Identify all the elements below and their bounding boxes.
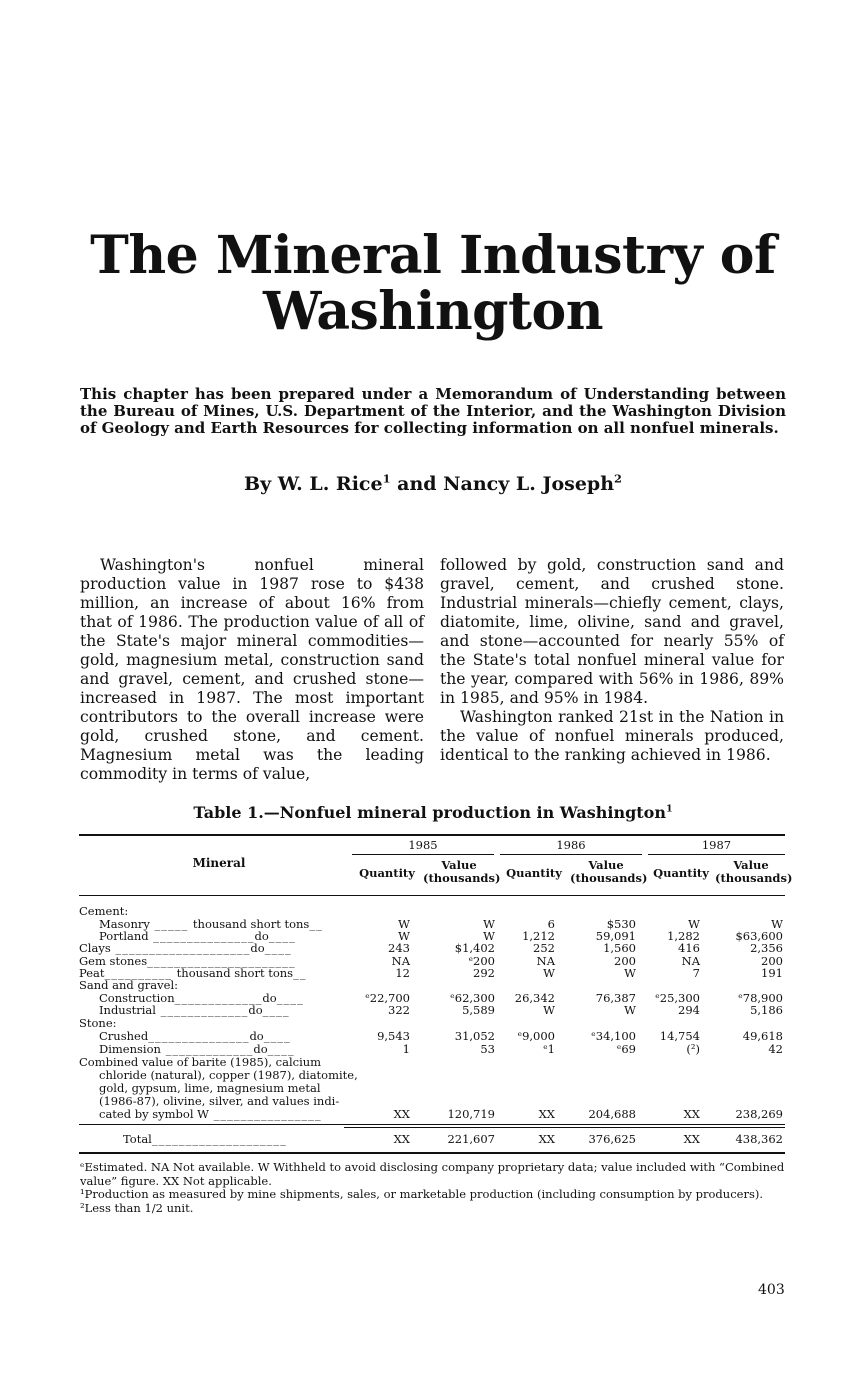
table-cell: 5,186 [750,1003,783,1017]
table-bottom-rule [79,1152,785,1154]
table-cell: W [398,917,410,931]
peat-text: Peat [79,966,105,980]
label-industrial: Industrial _____________do____ [99,1003,290,1017]
table-top-rule [79,834,785,836]
table-cell: 42 [768,1042,783,1056]
author-1: By W. L. Rice [244,473,383,495]
table-cell: 120,719 [447,1107,495,1121]
table-cell: 376,625 [588,1132,636,1146]
table-cell: 438,362 [735,1132,783,1146]
label-combined-5: cated by symbol W ________________ [99,1107,322,1121]
table-cell: 204,688 [588,1107,636,1121]
table-cell: ᵉ69 [616,1042,636,1056]
table-footnotes [80,1161,786,1215]
ditto-text: do [262,991,277,1005]
label-combined-2: chloride (natural), copper (1987), diatomite, [99,1068,358,1082]
table-cell: 9,543 [377,1029,410,1043]
table-cell: 5,589 [462,1003,495,1017]
value-header-1987 [715,858,793,885]
table-cell: $1,402 [454,941,495,955]
label-combined-4: (1986-87), olivine, silver, and values indi- [99,1094,340,1108]
table-cell: 200 [614,954,636,968]
table-caption [0,803,866,822]
author-2-footnote: 2 [614,471,622,486]
page-number: 403 [758,1282,785,1298]
table-cell: 12 [395,966,410,980]
table-cell: ᵉ200 [468,954,495,968]
label-dimension: Dimension _____________do____ [99,1042,295,1056]
table-cell: W [624,966,636,980]
table-cell: XX [538,1107,555,1121]
value-units: (thousands) [570,871,648,885]
table-cell: (²) [686,1042,700,1056]
table-cell: 191 [761,966,783,980]
value-label: Value [588,858,624,872]
table-caption-footnote: 1 [665,803,673,815]
industrial-text: Industrial [99,1003,156,1017]
table-cell: NA [681,954,700,968]
table-cell: 31,052 [454,1029,495,1043]
ditto-text: do [248,1003,263,1017]
footnote-1: ¹Production as measured by mine shipments, sales, or marketable production (including consumption by producers). [80,1187,763,1201]
table-caption-text: Table 1.—Nonfuel mineral production in Washington [193,803,666,822]
masonry-text: Masonry [99,917,150,931]
table-cell: 1 [402,1042,410,1056]
dimension-text: Dimension [99,1042,161,1056]
table-cell: ᵉ34,100 [591,1029,636,1043]
gem-text: Gem stones [79,954,148,968]
author-2: and Nancy L. Joseph [390,473,615,495]
crushed-text: Crushed [99,1029,149,1043]
table-cell: 1,212 [522,929,555,943]
label-peat: Peat__________ thousand short tons__ [79,966,307,980]
table-cell: W [624,1003,636,1017]
header-bottom-rule [79,895,785,896]
table-cell: XX [683,1107,700,1121]
label-total: Total____________________ [123,1132,287,1146]
paragraph-1: Washington's nonfuel mineral production value in 1987 rose to $438 million, an increase of about 16% from that of 1986. The production value of all of the State's major mineral commodities—gold, magnesium metal, construction sand and gravel, cement, and crushed stone—increased in 1987. The most important contributors to the overall increase were gold, crushed stone, and cement. Magnesium metal was the leading commodity in terms of value, [80,556,424,783]
table-cell: W [688,917,700,931]
combined-5-text: cated by symbol W [99,1107,209,1121]
body-column-right [440,556,784,765]
label-gem: Gem stones______________________ [79,954,296,968]
year-rule-1985 [352,854,494,855]
mineral-header: Mineral [192,856,246,870]
ditto-text: do [249,1029,264,1043]
portland-text: Portland [99,929,149,943]
label-portland: Portland _______________do____ [99,929,296,943]
table-cell: ᵉ78,900 [738,991,783,1005]
paragraph-1-continued: followed by gold, construction sand and gravel, cement, and crushed stone. Industrial minerals—chiefly cement, clays, diatomite, lime, olivine, sand and gravel, and stone—accounted for nearly 55% of the State's total nonfuel mineral value for the year, compared with 56% in 1986, 89% in 1985, and 95% in 1984. [440,556,784,707]
table-cell: NA [536,954,555,968]
table-cell: W [483,929,495,943]
table-cell: $530 [606,917,636,931]
table-cell: ᵉ1 [543,1042,555,1056]
table-cell: 53 [480,1042,495,1056]
table-cell: 26,342 [514,991,555,1005]
table-cell: XX [393,1132,410,1146]
table-cell: 252 [533,941,555,955]
table-cell: 238,269 [735,1107,783,1121]
page-title [0,225,866,342]
qty-header-1985: Quantity [359,866,415,880]
value-label: Value [733,858,769,872]
table-cell: 1,282 [667,929,700,943]
table-cell: 292 [473,966,495,980]
year-1985: 1985 [408,838,438,852]
construction-text: Construction [99,991,175,1005]
total-rule-1 [79,1124,785,1125]
value-units: (thousands) [423,871,501,885]
table-cell: ᵉ62,300 [450,991,495,1005]
table-cell: W [543,1003,555,1017]
qty-header-1986: Quantity [506,866,562,880]
total-text: Total [123,1132,152,1146]
footnote-2: ²Less than 1/2 unit. [80,1200,194,1215]
table-cell: 7 [692,966,700,980]
table-cell: W [398,929,410,943]
footnote-symbols: ᵉEstimated. NA Not available. W Withheld to avoid disclosing company proprietary data; value included with “Combined value” figure. XX Not applicable. [80,1160,785,1188]
ditto-text: do [250,941,265,955]
table-cell: NA [391,954,410,968]
table-cell: 221,607 [447,1132,495,1146]
table-cell: XX [538,1132,555,1146]
label-sand-gravel: Sand and gravel: [79,978,179,992]
authors [0,473,866,495]
table-cell: XX [683,1132,700,1146]
label-crushed: Crushed_______________do____ [99,1029,291,1043]
year-rule-1986 [500,854,642,855]
table-cell: 49,618 [742,1029,783,1043]
ditto-text: do [253,1042,268,1056]
table-cell: ᵉ22,700 [365,991,410,1005]
label-stone: Stone: [79,1016,117,1030]
table-cell: XX [393,1107,410,1121]
label-clays: Clays ____________________do____ [79,941,292,955]
table-cell: 294 [678,1003,700,1017]
title-line-1: The Mineral Industry of [90,225,776,286]
qty-header-1987: Quantity [653,866,709,880]
table-cell: ᵉ9,000 [517,1029,555,1043]
table-cell: 6 [547,917,555,931]
label-combined-1: Combined value of barite (1985), calcium [79,1055,322,1069]
table-cell: $63,600 [735,929,783,943]
intro-statement: This chapter has been prepared under a Memorandum of Understanding between the Bureau of Mines, U.S. Department of the Interior, and the Washington Division of Geology and Earth Resources for collecting information on all nonfuel minerals. [80,385,786,437]
table-cell: 76,387 [595,991,636,1005]
table-cell: 2,356 [750,941,783,955]
year-1987: 1987 [701,838,732,852]
table-cell: 416 [678,941,700,955]
year-rule-1987 [648,854,785,855]
label-construction: Construction_____________do____ [99,991,304,1005]
body-column-left [80,556,424,784]
ditto-text: do [254,929,269,943]
label-cement: Cement: [79,904,129,918]
clays-text: Clays [79,941,111,955]
label-combined-3: gold, gypsum, lime, magnesium metal [99,1081,321,1095]
table-cell: 322 [388,1003,410,1017]
table-cell: W [543,966,555,980]
paragraph-2: Washington ranked 21st in the Nation in the value of nonfuel minerals produced, identical to the ranking achieved in 1986. [440,708,784,764]
table-cell: 1,560 [603,941,636,955]
table-cell: ᵉ25,300 [655,991,700,1005]
table-cell: 14,754 [659,1029,700,1043]
title-line-2: Washington [262,281,604,342]
table-cell: W [483,917,495,931]
value-header-1986 [570,858,648,885]
total-rule-2 [344,1127,785,1128]
author-1-footnote: 1 [382,471,391,486]
value-units: (thousands) [715,871,793,885]
table-cell: 200 [761,954,783,968]
table-cell: 243 [388,941,410,955]
peat-unit: thousand short tons [176,966,294,980]
year-1986: 1986 [556,838,586,852]
value-label: Value [441,858,477,872]
masonry-unit: thousand short tons [192,917,310,931]
label-masonry: Masonry _____ thousand short tons__ [99,917,323,931]
table-cell: 59,091 [595,929,636,943]
value-header-1985 [423,858,501,885]
table-cell: W [771,917,783,931]
